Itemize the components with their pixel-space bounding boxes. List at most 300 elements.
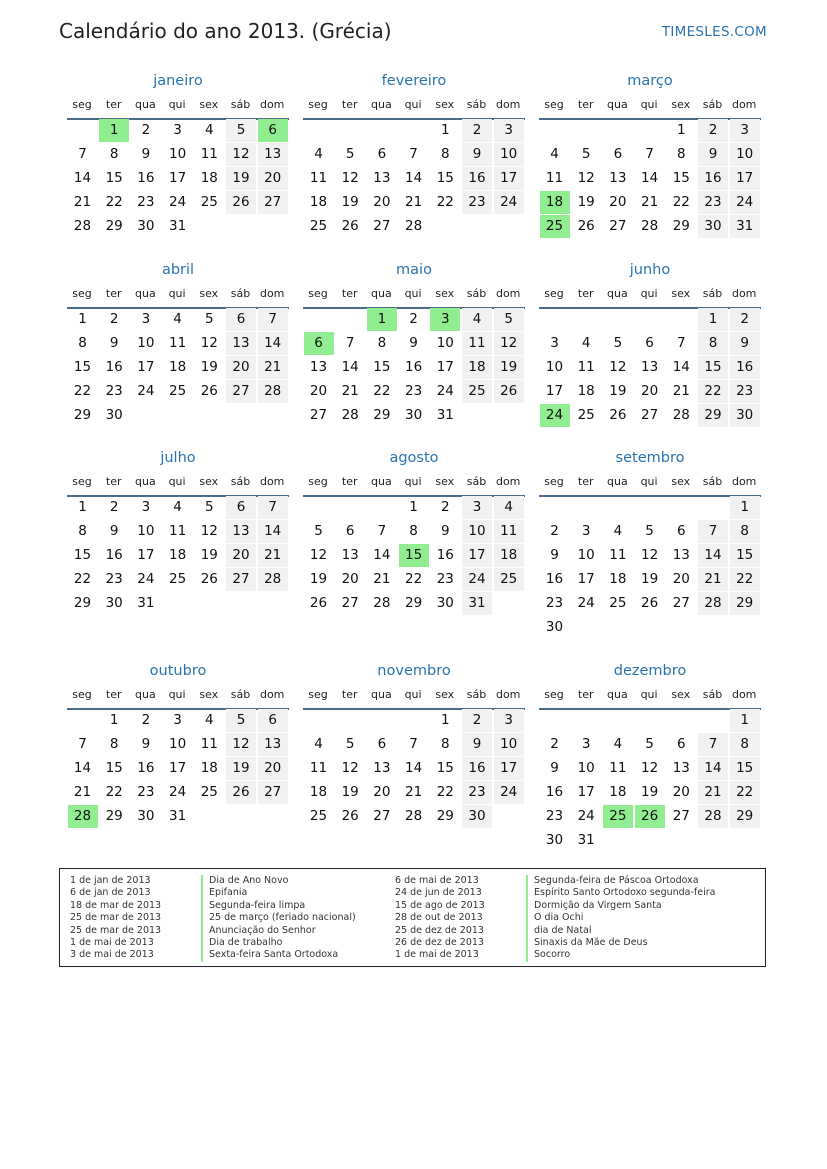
- day-cell: 22: [105, 784, 123, 800]
- day-cell: 29: [73, 595, 92, 611]
- day-cell: 11: [545, 170, 564, 186]
- day-cell: 24: [462, 568, 492, 591]
- weekday-header: [303, 475, 525, 497]
- day-cell: 10: [545, 359, 564, 375]
- weekday-label: dom: [259, 688, 285, 701]
- day-cell: 27: [373, 218, 391, 234]
- day-cell: 23: [462, 781, 492, 804]
- day-cell: 6: [345, 523, 355, 539]
- day-cell: 5: [581, 146, 591, 162]
- day-cell: 2: [141, 712, 151, 728]
- day-cell: 10: [436, 335, 454, 351]
- day-cell: 2: [550, 523, 559, 539]
- weekday-label: sáb: [702, 98, 723, 111]
- weekday-label: ter: [577, 287, 594, 300]
- day-cell: 16: [137, 760, 155, 776]
- day-cell: 19: [341, 194, 359, 210]
- day-cell: 20: [226, 544, 256, 567]
- day-cell: 17: [577, 571, 595, 587]
- weekday-label: qua: [135, 475, 156, 488]
- weekday-label: sex: [671, 287, 691, 300]
- day-cell: 22: [105, 194, 123, 210]
- month-name: agosto: [389, 450, 439, 466]
- weekday-label: dom: [495, 287, 521, 300]
- day-cell: 8: [377, 335, 387, 351]
- day-cell: 16: [105, 359, 123, 375]
- day-cell-holiday: 15: [399, 544, 429, 567]
- day-cell: 4: [173, 499, 182, 515]
- day-cell: 12: [200, 335, 218, 351]
- weekday-label: dom: [259, 98, 285, 111]
- day-cell: 10: [137, 335, 155, 351]
- weekday-label: qui: [640, 688, 658, 701]
- day-cell: 30: [436, 595, 454, 611]
- day-cell: 20: [672, 784, 690, 800]
- day-cell: 3: [141, 311, 151, 327]
- day-cell: 2: [462, 119, 492, 142]
- weekday-label: ter: [577, 98, 594, 111]
- weekday-label: dom: [495, 688, 521, 701]
- day-cell: 11: [462, 332, 492, 355]
- day-cell: 3: [730, 119, 760, 142]
- weekday-label: seg: [308, 688, 328, 701]
- day-cell: 21: [258, 544, 288, 567]
- day-cell: 18: [200, 170, 218, 186]
- weekday-label: sáb: [702, 475, 723, 488]
- day-cell: 29: [105, 808, 123, 824]
- day-cell: 28: [641, 218, 659, 234]
- weekday-label: sáb: [230, 688, 251, 701]
- day-cell: 22: [698, 380, 728, 403]
- day-cell: 9: [141, 736, 151, 752]
- legend-entry: O dia Ochi: [526, 912, 716, 924]
- day-cell: 28: [672, 407, 690, 423]
- day-cell: 9: [550, 547, 559, 563]
- day-cell: 2: [109, 311, 119, 327]
- day-cell: 3: [173, 712, 182, 728]
- day-cell: 6: [258, 709, 288, 732]
- day-cell: 20: [341, 571, 359, 587]
- day-cell: 23: [730, 380, 760, 403]
- day-cell: 27: [309, 407, 328, 423]
- month-name: junho: [629, 262, 671, 278]
- weekday-label: sex: [199, 98, 219, 111]
- day-cell: 25: [200, 784, 218, 800]
- day-cell: 25: [462, 380, 492, 403]
- weekday-label: seg: [544, 475, 564, 488]
- day-cell: 25: [309, 808, 328, 824]
- day-cell: 2: [550, 736, 559, 752]
- day-cell: 23: [545, 595, 564, 611]
- day-cell: 24: [577, 808, 595, 824]
- day-cell: 1: [730, 709, 760, 732]
- month-name: março: [627, 73, 673, 89]
- weekday-label: seg: [72, 287, 92, 300]
- day-cell: 17: [137, 547, 155, 563]
- weekday-label: qui: [640, 475, 658, 488]
- day-cell: 1: [78, 499, 87, 515]
- day-cell: 27: [672, 808, 690, 824]
- weekday-label: dom: [495, 98, 521, 111]
- weekday-label: sex: [671, 98, 691, 111]
- weekday-label: qua: [607, 475, 628, 488]
- weekday-header: [67, 688, 289, 710]
- day-cell: 17: [169, 170, 187, 186]
- day-cell: 4: [613, 736, 623, 752]
- day-cell: 7: [258, 308, 288, 331]
- legend-entry: 26 de dez de 2013: [395, 937, 484, 949]
- day-cell: 4: [494, 496, 524, 519]
- day-cell: 4: [173, 311, 182, 327]
- day-cell: 21: [672, 383, 690, 399]
- day-cell: 29: [105, 218, 123, 234]
- day-cell: 29: [436, 808, 454, 824]
- day-cell: 10: [137, 523, 155, 539]
- day-cell: 17: [494, 167, 524, 190]
- weekday-label: sex: [199, 287, 219, 300]
- weekday-label: ter: [105, 688, 122, 701]
- day-cell: 21: [373, 571, 391, 587]
- legend-entry: 6 de jan de 2013: [70, 887, 151, 899]
- day-cell: 25: [609, 595, 627, 611]
- day-cell: 28: [341, 407, 359, 423]
- legend-entry: 3 de mai de 2013: [70, 949, 154, 961]
- day-cell: 20: [373, 194, 391, 210]
- day-cell: 18: [609, 571, 627, 587]
- day-cell: 3: [141, 499, 151, 515]
- day-cell: 10: [169, 146, 187, 162]
- day-cell-holiday: 1: [99, 119, 129, 142]
- weekday-header: [303, 287, 525, 309]
- day-cell: 12: [641, 760, 659, 776]
- day-cell: 15: [105, 760, 123, 776]
- day-cell: 15: [73, 547, 92, 563]
- day-cell: 5: [205, 499, 214, 515]
- day-cell: 21: [698, 781, 728, 804]
- day-cell: 2: [441, 499, 450, 515]
- day-cell: 18: [577, 383, 595, 399]
- day-cell: 11: [309, 760, 328, 776]
- day-cell: 7: [645, 146, 654, 162]
- day-cell: 28: [405, 808, 423, 824]
- day-cell: 31: [169, 808, 187, 824]
- legend-left-dates: [70, 875, 161, 962]
- day-cell: 27: [258, 781, 288, 804]
- day-cell: 25: [309, 218, 328, 234]
- weekday-label: seg: [72, 688, 92, 701]
- day-cell: 28: [405, 218, 423, 234]
- weekday-label: dom: [731, 688, 757, 701]
- day-cell: 14: [341, 359, 359, 375]
- day-cell: 19: [641, 784, 659, 800]
- day-cell: 12: [200, 523, 218, 539]
- day-cell: 28: [698, 592, 728, 615]
- day-cell: 19: [641, 571, 659, 587]
- month-name: novembro: [377, 663, 451, 679]
- legend-entry: Segunda-feira limpa: [201, 900, 356, 912]
- day-cell-holiday: 26: [635, 805, 665, 828]
- day-cell: 22: [405, 571, 423, 587]
- day-cell: 7: [345, 335, 355, 351]
- day-cell: 7: [677, 335, 686, 351]
- day-cell: 5: [494, 308, 524, 331]
- day-cell: 8: [730, 520, 760, 543]
- weekday-header: [67, 475, 289, 497]
- day-cell: 15: [436, 760, 454, 776]
- day-cell: 14: [405, 170, 423, 186]
- day-cell: 14: [73, 170, 92, 186]
- day-cell: 29: [698, 404, 728, 427]
- day-cell: 10: [577, 547, 595, 563]
- day-cell: 23: [698, 191, 728, 214]
- day-cell: 3: [581, 736, 591, 752]
- weekday-label: seg: [544, 98, 564, 111]
- day-cell: 5: [613, 335, 623, 351]
- day-cell: 16: [730, 356, 760, 379]
- page-title: Calendário do ano 2013. (Grécia): [59, 19, 392, 43]
- day-cell: 10: [494, 733, 524, 756]
- brand-link[interactable]: TIMESLES.COM: [661, 24, 767, 40]
- day-cell: 10: [494, 143, 524, 166]
- weekday-label: qua: [135, 98, 156, 111]
- legend-entry: Socorro: [526, 949, 716, 961]
- legend-entry: 1 de mai de 2013: [395, 949, 479, 961]
- day-cell: 7: [377, 523, 387, 539]
- day-cell: 9: [462, 733, 492, 756]
- weekday-label: sáb: [466, 287, 487, 300]
- day-cell: 3: [173, 122, 182, 138]
- day-cell: 25: [169, 383, 187, 399]
- day-cell: 26: [494, 380, 524, 403]
- weekday-label: qua: [607, 688, 628, 701]
- weekday-label: ter: [577, 688, 594, 701]
- day-cell: 9: [462, 143, 492, 166]
- day-cell: 5: [226, 709, 256, 732]
- weekday-label: dom: [731, 98, 757, 111]
- day-cell: 12: [641, 547, 659, 563]
- weekday-label: ter: [105, 475, 122, 488]
- day-cell: 10: [462, 520, 492, 543]
- legend-entry: 15 de ago de 2013: [395, 899, 485, 911]
- day-cell: 22: [730, 781, 760, 804]
- day-cell: 9: [550, 760, 559, 776]
- day-cell: 1: [409, 499, 418, 515]
- day-cell: 31: [730, 215, 760, 238]
- day-cell: 1: [730, 496, 760, 519]
- day-cell-holiday: 24: [540, 404, 570, 427]
- day-cell: 22: [436, 194, 454, 210]
- day-cell: 18: [200, 760, 218, 776]
- day-cell: 31: [436, 407, 454, 423]
- day-cell: 25: [169, 571, 187, 587]
- weekday-label: qua: [371, 287, 392, 300]
- legend-entry: Dia de trabalho: [201, 937, 356, 949]
- day-cell: 8: [441, 146, 450, 162]
- day-cell: 19: [226, 757, 256, 780]
- day-cell: 31: [169, 218, 187, 234]
- day-cell: 4: [550, 146, 559, 162]
- day-cell: 2: [730, 308, 760, 331]
- day-cell: 19: [200, 547, 218, 563]
- day-cell: 6: [613, 146, 623, 162]
- legend-entry: 1 de mai de 2013: [70, 937, 154, 949]
- day-cell: 19: [577, 194, 595, 210]
- day-cell: 24: [169, 784, 187, 800]
- weekday-label: qui: [404, 475, 422, 488]
- day-cell: 12: [309, 547, 328, 563]
- day-cell: 1: [677, 122, 686, 138]
- day-cell: 24: [730, 191, 760, 214]
- day-cell: 19: [226, 167, 256, 190]
- day-cell: 24: [494, 781, 524, 804]
- day-cell: 11: [169, 335, 187, 351]
- day-cell: 15: [73, 359, 92, 375]
- day-cell: 21: [341, 383, 359, 399]
- day-cell: 5: [645, 523, 654, 539]
- legend-entry: Sinaxis da Mãe de Deus: [526, 937, 716, 949]
- legend-entry: Segunda-feira de Páscoa Ortodoxa: [526, 875, 716, 887]
- day-cell: 14: [405, 760, 423, 776]
- day-cell: 2: [409, 311, 418, 327]
- day-cell: 18: [309, 194, 328, 210]
- day-cell: 17: [577, 784, 595, 800]
- day-cell: 8: [109, 146, 119, 162]
- day-cell: 8: [109, 736, 119, 752]
- day-cell: 3: [581, 523, 591, 539]
- day-cell: 5: [226, 119, 256, 142]
- month-name: dezembro: [613, 663, 687, 679]
- month-name: outubro: [149, 663, 207, 679]
- weekday-label: seg: [72, 475, 92, 488]
- weekday-header: [539, 688, 761, 710]
- day-cell: 4: [205, 122, 214, 138]
- day-cell: 17: [730, 167, 760, 190]
- day-cell: 28: [258, 568, 288, 591]
- day-cell: 15: [730, 544, 760, 567]
- weekday-label: seg: [544, 287, 564, 300]
- day-cell: 27: [641, 407, 659, 423]
- weekday-label: ter: [341, 287, 358, 300]
- weekday-label: ter: [577, 475, 594, 488]
- day-cell: 24: [436, 383, 454, 399]
- day-cell: 31: [462, 592, 492, 615]
- day-cell-holiday: 6: [258, 119, 288, 142]
- weekday-label: seg: [308, 475, 328, 488]
- day-cell: 9: [109, 523, 119, 539]
- day-cell: 29: [73, 407, 92, 423]
- legend-entry: Anunciação do Senhor: [201, 925, 356, 937]
- day-cell: 13: [309, 359, 328, 375]
- day-cell: 17: [436, 359, 454, 375]
- weekday-label: sáb: [466, 98, 487, 111]
- day-cell: 28: [373, 595, 391, 611]
- weekday-label: sáb: [702, 688, 723, 701]
- legend-entry: 25 de mar de 2013: [70, 924, 162, 936]
- day-cell: 13: [258, 143, 288, 166]
- day-cell-holiday: 3: [430, 308, 460, 331]
- day-cell: 27: [609, 218, 627, 234]
- weekday-label: dom: [259, 475, 285, 488]
- day-cell: 18: [609, 784, 627, 800]
- day-cell: 27: [341, 595, 359, 611]
- day-cell: 5: [645, 736, 654, 752]
- day-cell: 7: [78, 146, 87, 162]
- day-cell: 30: [462, 805, 492, 828]
- day-cell: 6: [677, 523, 686, 539]
- day-cell: 12: [609, 359, 627, 375]
- legend-right-dates: [395, 875, 485, 962]
- day-cell: 26: [226, 781, 256, 804]
- day-cell: 6: [226, 308, 256, 331]
- day-cell: 18: [309, 784, 328, 800]
- day-cell: 30: [105, 407, 123, 423]
- day-cell: 14: [672, 359, 690, 375]
- day-cell: 13: [373, 760, 391, 776]
- day-cell: 6: [377, 146, 387, 162]
- day-cell: 19: [309, 571, 328, 587]
- day-cell: 2: [698, 119, 728, 142]
- day-cell: 29: [672, 218, 690, 234]
- day-cell: 16: [545, 784, 564, 800]
- day-cell: 31: [137, 595, 155, 611]
- day-cell: 21: [641, 194, 659, 210]
- day-cell: 17: [169, 760, 187, 776]
- day-cell: 7: [409, 736, 418, 752]
- weekday-label: qui: [168, 98, 186, 111]
- day-cell: 12: [226, 143, 256, 166]
- day-cell: 11: [577, 359, 595, 375]
- day-cell: 26: [341, 218, 359, 234]
- month-name: janeiro: [153, 73, 203, 89]
- weekday-label: dom: [259, 287, 285, 300]
- day-cell: 12: [341, 170, 359, 186]
- day-cell: 17: [462, 544, 492, 567]
- day-cell: 21: [405, 194, 423, 210]
- legend-entry: 25 de dez de 2013: [395, 924, 484, 936]
- weekday-label: sex: [435, 475, 455, 488]
- legend-entry: 1 de jan de 2013: [70, 875, 151, 886]
- day-cell: 14: [258, 520, 288, 543]
- day-cell: 23: [105, 383, 123, 399]
- day-cell: 24: [577, 595, 595, 611]
- weekday-label: qua: [607, 287, 628, 300]
- day-cell: 6: [226, 496, 256, 519]
- day-cell: 22: [436, 784, 454, 800]
- day-cell: 17: [494, 757, 524, 780]
- legend-entry: 28 de out de 2013: [395, 912, 483, 924]
- day-cell: 24: [169, 194, 187, 210]
- weekday-label: seg: [72, 98, 92, 111]
- day-cell: 20: [641, 383, 659, 399]
- day-cell: 5: [205, 311, 214, 327]
- day-cell: 7: [698, 520, 728, 543]
- day-cell: 12: [341, 760, 359, 776]
- day-cell: 3: [494, 709, 524, 732]
- day-cell: 27: [226, 380, 256, 403]
- day-cell: 14: [258, 332, 288, 355]
- day-cell: 19: [200, 359, 218, 375]
- weekday-label: sáb: [466, 688, 487, 701]
- day-cell: 20: [309, 383, 328, 399]
- day-cell: 13: [258, 733, 288, 756]
- day-cell: 2: [462, 709, 492, 732]
- day-cell: 16: [405, 359, 423, 375]
- day-cell-holiday: 6: [304, 332, 334, 355]
- legend-entry: 6 de mai de 2013: [395, 875, 479, 886]
- day-cell: 6: [645, 335, 654, 351]
- day-cell: 20: [258, 167, 288, 190]
- day-cell: 11: [309, 170, 328, 186]
